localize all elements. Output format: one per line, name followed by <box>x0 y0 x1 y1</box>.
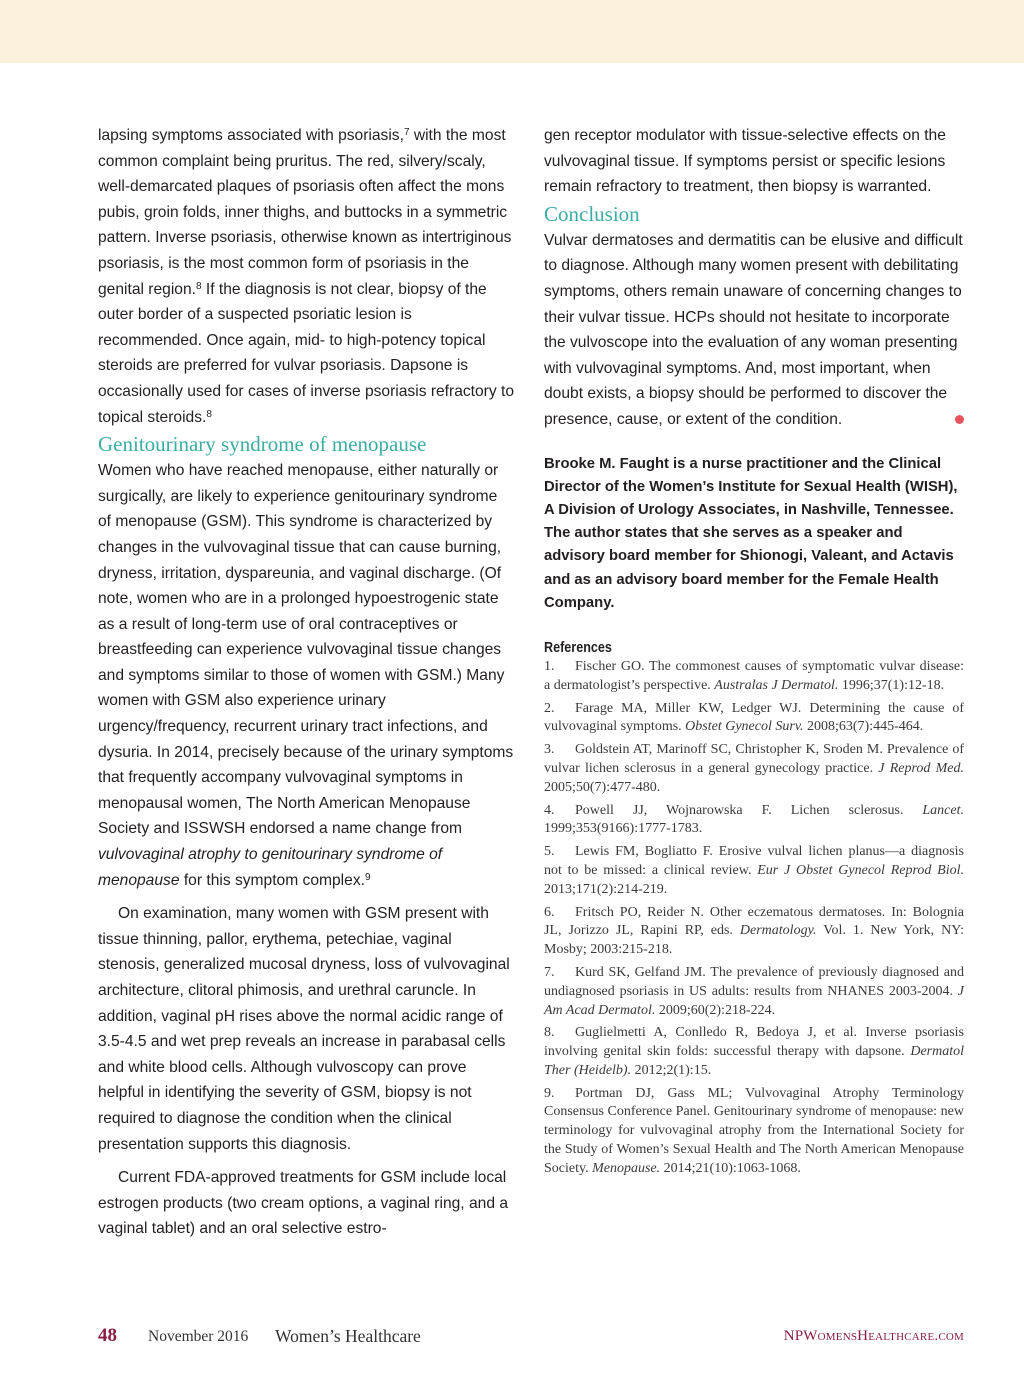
paragraph-gsm-intro: Women who have reached menopause, either naturally or surgically, are likely to experience genitourinary syndrome of menopause (GSM). This syndrome is characterized by changes in the vulvovaginal tissue that can cause burning, dryness, irritation, dyspareunia, and vaginal discharge. (Of note, women who are in a prolonged hypoestrogenic state as a result of long-term use of oral contraceptives or breastfeeding can experience vulvovaginal tissue changes and symptoms similar to those of women with GSM.) Many women with GSM also experience urinary urgency/frequency, recurrent urinary tract infections, and dysuria. In 2014, precisely because of the urinary symptoms that frequently accompany vulvovaginal symptoms in menopausal women, The North American Menopause Society and ISSWSH endorsed a name change from vulvovaginal atrophy to genitourinary syndrome of menopause for this symptom complex.$^9$ <box>98 462 514 889</box>
reference-text: Fischer GO. The commonest causes of symptomatic vulvar disease: a dermatologist’s perspective. <box>544 658 964 693</box>
paragraph-psoriasis: lapsing symptoms associated with psoriasis,$^7$ with the most common complaint being pruritus. The red, silvery/scaly, well-demarcated plaques of psoriasis often affect the mons pubis, groin folds, inner thighs, and buttocks in a symmetric pattern. Inverse psoriasis, otherwise known as intertriginous psoriasis, is the most common form of psoriasis in the genital region.$^8$ If the diagnosis is not clear, biopsy of the outer border of a suspected psoriatic lesion is recommended. Once again, mid- to high-potency topical steroids are preferred for vulvar psoriasis. Dapsone is occasionally used for cases of inverse psoriasis refractory to topical steroids.$^8$ <box>98 127 515 426</box>
reference-text: Guglielmetti A, Conlledo R, Bedoya J, et al. Inverse psoriasis involving genital skin folds: successful therapy with dapsone. <box>544 1025 964 1060</box>
reference-text: Goldstein AT, Marinoff SC, Christopher K, Sroden M. Prevalence of vulvar lichen sclerosus in a general gynecology practice. <box>544 742 964 776</box>
reference-journal: Australas J Dermatol. <box>714 677 839 693</box>
reference-item <box>544 1024 964 1080</box>
reference-number: 5. <box>544 844 555 860</box>
reference-item <box>544 658 964 696</box>
reference-citation: Vol. 1. New York, NY: Mosby; 2003:215-218. <box>544 923 964 958</box>
reference-journal: J Reprod Med. <box>878 760 964 776</box>
reference-item <box>544 843 964 899</box>
reference-number: 2. <box>544 700 555 716</box>
reference-text: Kurd SK, Gelfand JM. The prevalence of previously diagnosed and undiagnosed psoriasis in US adults: results from NHANES 2003-2004. <box>544 964 964 999</box>
website-link[interactable]: NPWomensHealthcare.com <box>783 1328 964 1344</box>
reference-number: 9. <box>544 1085 555 1101</box>
right-column <box>544 123 964 1183</box>
paragraph-treatments: Current FDA-approved treatments for GSM include local estrogen products (two cream options, a vaginal ring, and a vaginal tablet) and an oral selective estro- <box>98 1169 508 1238</box>
left-column <box>98 123 514 1242</box>
article-end-mark <box>955 415 964 424</box>
reference-number: 7. <box>544 964 555 980</box>
author-bio: Brooke M. Faught is a nurse practitioner and the Clinical Director of the Women’s Institute for Sexual Health (WISH), A Division of Urology Associates, in Nashville, Tennessee. The author states that she serves as a speaker and advisory board member for Shionogi, Valeant, and Actavis and as an advisory board member for the Female Health Company. <box>544 455 958 611</box>
reference-journal: Obstet Gynecol Surv. <box>685 719 804 735</box>
reference-item <box>544 1085 964 1179</box>
reference-citation: 2009;60(2):218-224. <box>655 1002 776 1018</box>
reference-citation: 2014;21(10):1063-1068. <box>660 1160 801 1176</box>
paragraph-conclusion: Vulvar dermatoses and dermatitis can be elusive and difficult to diagnose. Although many women present with debilitating symptoms, others remain unaware of concerning changes to their vulvar tissue. HCPs should not hesitate to incorporate the vulvoscope into the evaluation of any woman presenting with vulvovaginal symptoms. And, most important, when doubt exists, a biopsy should be performed to discover the presence, cause, or extent of the condition. <box>544 231 963 428</box>
reference-citation: 2012;2(1):15. <box>631 1062 712 1078</box>
reference-journal: Menopause. <box>592 1160 661 1176</box>
references-heading: References <box>544 638 612 656</box>
publication-name: Women’s Healthcare <box>275 1326 421 1346</box>
reference-journal: Eur J Obstet Gynecol Reprod Biol. <box>757 862 964 878</box>
reference-text: Powell JJ, Wojnarowska F. Lichen sclerosus. <box>575 802 923 818</box>
reference-text: Fritsch PO, Reider N. Other eczematous dermatoses. In: Bolognia JL, Jorizzo JL, Rapini RP, eds. <box>544 904 964 939</box>
reference-number: 4. <box>544 802 555 818</box>
paragraph-continuation: gen receptor modulator with tissue-selective effects on the vulvovaginal tissue. If symptoms persist or specific lesions remain refractory to treatment, then biopsy is warranted. <box>544 127 946 196</box>
reference-number: 1. <box>544 658 555 674</box>
reference-number: 8. <box>544 1025 555 1041</box>
references-list <box>544 658 964 1179</box>
reference-citation: 2005;50(7):477-480. <box>544 779 661 795</box>
reference-number: 3. <box>544 742 555 758</box>
reference-text: Lewis FM, Bogliatto F. Erosive vulval lichen planus—a diagnosis not to be missed: a clinical review. <box>544 844 964 878</box>
reference-journal: Dermatol Ther (Heidelb). <box>544 1044 964 1078</box>
reference-journal: J Am Acad Dermatol. <box>544 983 964 1018</box>
reference-citation: 1996;37(1):12-18. <box>838 677 945 693</box>
reference-citation: 1999;353(9166):1777-1783. <box>544 821 703 837</box>
reference-number: 6. <box>544 904 555 920</box>
reference-text: Portman DJ, Gass ML; Vulvovaginal Atrophy Terminology Consensus Conference Panel. Genitourinary syndrome of menopause: new terminology for vulvovaginal atrophy from the International Society for the Study of Women’s Sexual Health and The North American Menopause Society. <box>544 1085 964 1176</box>
top-color-band <box>0 0 1024 63</box>
page-number: 48 <box>98 1325 117 1346</box>
issue-date: November 2016 <box>148 1328 249 1345</box>
reference-item <box>544 964 964 1020</box>
reference-journal: Lancet. <box>922 802 964 818</box>
section-heading-gsm: Genitourinary syndrome of menopause <box>98 432 427 457</box>
reference-item <box>544 904 964 960</box>
reference-citation: 2008;63(7):445-464. <box>803 719 924 735</box>
reference-journal: Dermatology. <box>739 923 817 939</box>
reference-item <box>544 741 964 797</box>
reference-text: Farage MA, Miller KW, Ledger WJ. Determining the cause of vulvovaginal symptoms. <box>544 700 964 735</box>
section-heading-conclusion: Conclusion <box>544 201 640 226</box>
reference-item <box>544 802 964 840</box>
paragraph-examination: On examination, many women with GSM present with tissue thinning, pallor, erythema, petechiae, vaginal stenosis, generalized mucosal dryness, loss of vulvovaginal architecture, clitoral phimosis, and urethral caruncle. In addition, vaginal pH rises above the normal acidic range of 3.5-4.5 and wet prep reveals an increase in parabasal cells and white blood cells. Although vulvoscopy can prove helpful in identifying the severity of GSM, biopsy is not required to diagnose the condition when the clinical presentation supports this diagnosis. <box>98 905 510 1153</box>
reference-item <box>544 700 964 738</box>
reference-citation: 2013;171(2):214-219. <box>544 881 668 897</box>
page-footer <box>98 1325 964 1349</box>
